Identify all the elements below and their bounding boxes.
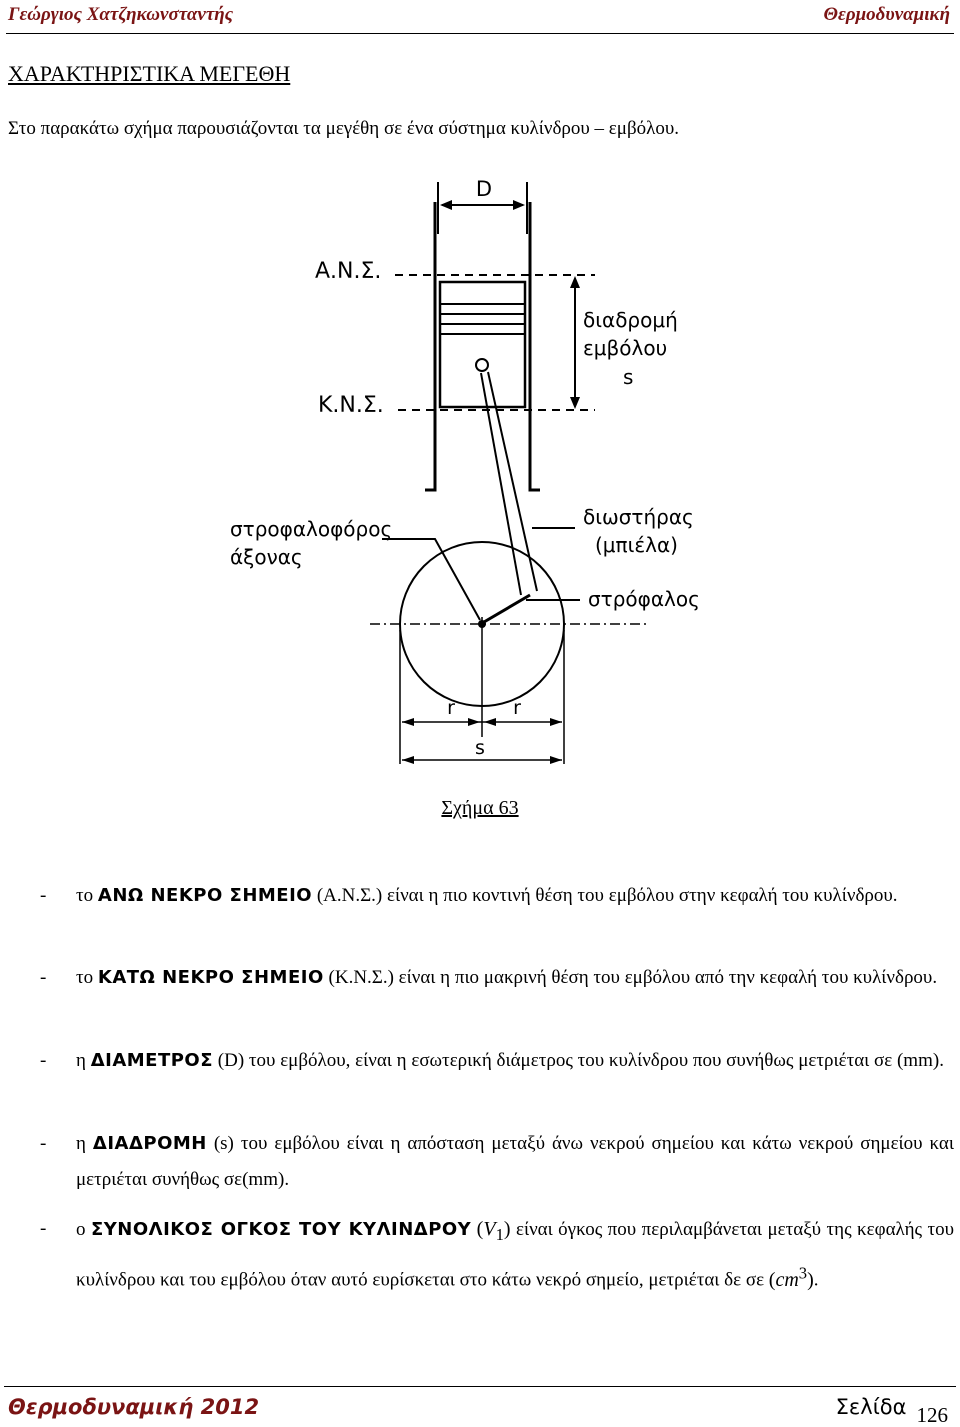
footer-divider: [4, 1386, 956, 1387]
label-kns: Κ.Ν.Σ.: [318, 393, 384, 418]
header-divider: [6, 33, 954, 34]
label-crank: στρόφαλος: [588, 587, 700, 611]
item-keyword: ΔΙΑΔΡΟΜΗ: [92, 1133, 207, 1154]
r-arrow-3: [484, 718, 496, 726]
label-r-right: r: [513, 697, 521, 719]
item-text: (s) του εμβόλου είναι η απόσταση μεταξύ άνω νεκρού σημείου και κάτω νεκρού σημείου και μετριέται συνήθως σε(mm).: [76, 1133, 954, 1190]
d-arrow-right: [513, 200, 525, 210]
label-crankshaft-2: άξονας: [230, 545, 303, 569]
cylinder-left-wall: [425, 202, 435, 490]
piston-pin: [476, 359, 488, 371]
label-stroke-3: s: [623, 365, 634, 389]
label-d: D: [475, 177, 493, 201]
cylinder-right-wall: [530, 202, 540, 490]
piston-body: [440, 282, 525, 407]
item-keyword: ΣΥΝΟΛΙΚΟΣ ΟΓΚΟΣ ΤΟΥ ΚΥΛΙΝΔΡΟΥ: [90, 1219, 472, 1240]
figure-caption: Σχήμα 63: [441, 797, 519, 819]
item-pre: ο: [76, 1219, 91, 1240]
stroke-arrow-bottom: [570, 397, 580, 409]
page-number: 126: [916, 1403, 948, 1427]
label-stroke-1: διαδρομή: [583, 308, 678, 332]
s-arrow-left: [402, 756, 414, 764]
footer-page: [835, 1395, 948, 1427]
label-ans: Α.Ν.Σ.: [315, 259, 382, 284]
intro-text: Στο παρακάτω σχήμα παρουσιάζονται τα μεγέθη σε ένα σύστημα κυλίνδρου – εμβόλου.: [8, 118, 679, 139]
header-subject: Θερμοδυναμική: [823, 4, 950, 25]
item-text: είναι όγκος που περιλαμβάνεται μεταξύ της κεφαλής του κυλίνδρου και του εμβόλου όταν αυτό ευρίσκεται στο κάτω νεκρό σημείο, μετριέται δε σε: [76, 1219, 955, 1291]
item-pre: η: [76, 1050, 91, 1071]
label-s-bottom: s: [475, 737, 485, 759]
footer-page-label: Σελίδα: [835, 1395, 907, 1419]
section-title: ΧΑΡΑΚΤΗΡΙΣΤΙΚΑ ΜΕΓΕΘΗ: [8, 61, 291, 86]
list-item: [40, 1210, 954, 1300]
item-pre: το: [76, 885, 98, 906]
label-rod-2: (μπιέλα): [595, 533, 678, 557]
item-keyword: ΔΙΑΜΕΤΡΟΣ: [90, 1050, 214, 1071]
crank-arm: [484, 595, 530, 622]
item-keyword: ΑΝΩ ΝΕΚΡΟ ΣΗΜΕΙΟ: [97, 885, 313, 906]
footer-title: Θερμοδυναμική 2012: [8, 1395, 260, 1419]
label-crankshaft-1: στροφαλοφόρος: [230, 517, 393, 541]
item-pre: το: [76, 967, 98, 988]
r-arrow-2: [468, 718, 480, 726]
piston-diagram: [230, 172, 730, 772]
volume-symbol: $(V_1)$: [476, 1218, 511, 1244]
stroke-arrow-top: [570, 276, 580, 288]
s-arrow-right: [550, 756, 562, 764]
crankshaft-leader-line: [382, 539, 480, 620]
list-item: [40, 1043, 954, 1079]
item-dash: -: [40, 1218, 47, 1239]
header-author: Γεώργιος Χατζηκωνσταντής: [8, 4, 234, 25]
unit-symbol: $(cm^3)$: [768, 1263, 814, 1291]
label-r-left: r: [447, 697, 455, 719]
d-arrow-left: [440, 200, 452, 210]
item-dash: -: [40, 967, 47, 988]
item-keyword: ΚΑΤΩ ΝΕΚΡΟ ΣΗΜΕΙΟ: [97, 967, 324, 988]
label-rod-1: διωστήρας: [583, 505, 694, 529]
item-text: (D) του εμβόλου, είναι η εσωτερική διάμετρος του κυλίνδρου που συνήθως μετριέται σε (mm).: [213, 1050, 944, 1071]
item-dash: -: [40, 1050, 47, 1071]
list-item: [40, 1126, 954, 1198]
item-dash: -: [40, 1133, 47, 1154]
item-dash: -: [40, 885, 47, 906]
item-text: (Κ.Ν.Σ.) είναι η πιο μακρινή θέση του εμβόλου από την κεφαλή του κυλίνδρου.: [323, 967, 938, 988]
item-pre: η: [76, 1133, 93, 1154]
item-text: (Α.Ν.Σ.) είναι η πιο κοντινή θέση του εμβόλου στην κεφαλή του κυλίνδρου.: [312, 885, 898, 906]
list-item: [40, 878, 954, 914]
r-arrow-1: [402, 718, 414, 726]
label-stroke-2: εμβόλου: [583, 336, 668, 360]
list-item: [40, 960, 954, 996]
item-end: .: [813, 1269, 819, 1291]
r-arrow-4: [550, 718, 562, 726]
